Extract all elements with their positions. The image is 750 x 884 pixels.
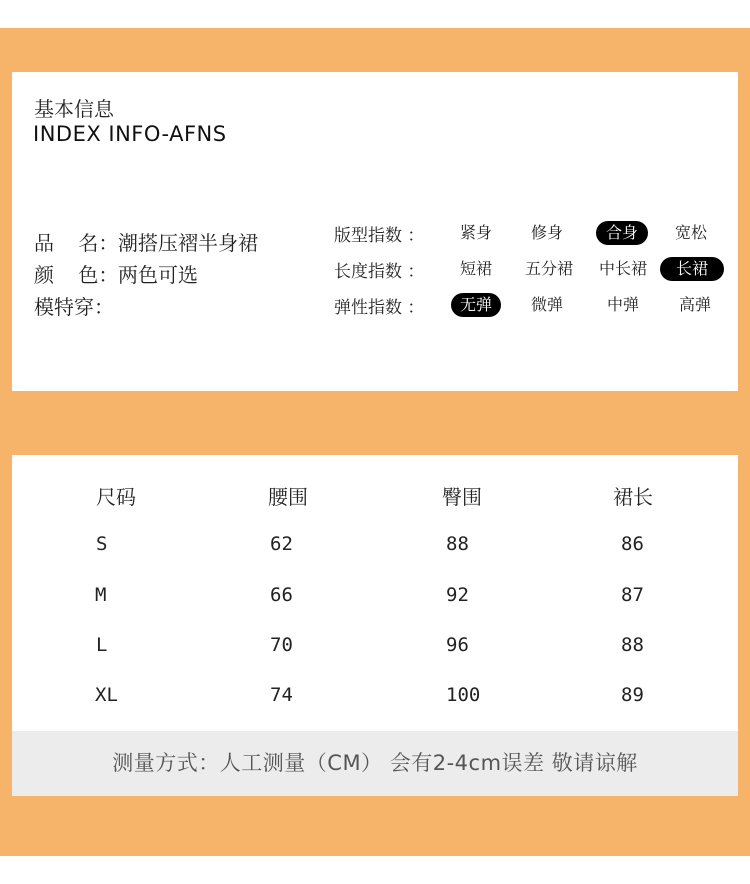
length-option-long-selected: 长裙 [660, 257, 724, 281]
section-title-cn: 基本信息 [34, 97, 114, 121]
stretch-option-medium: 中弹 [606, 295, 639, 314]
header-hip: 臀围 [442, 485, 482, 509]
stretch-option-high: 高弹 [678, 295, 711, 314]
length-option-knee: 五分裙 [524, 259, 573, 278]
left-orange-strip-bottom [0, 455, 12, 796]
header-length: 裙长 [613, 485, 653, 509]
cell-waist: 70 [270, 634, 293, 656]
right-orange-strip-top [738, 72, 750, 391]
measurement-note: 测量方式：人工测量（CM） 会有2-4cm误差 敬请谅解 [112, 751, 638, 775]
middle-orange-band [0, 391, 750, 455]
header-size: 尺码 [96, 485, 136, 509]
bottom-orange-band [0, 796, 750, 856]
left-orange-strip-top [0, 72, 12, 391]
fit-option-slim: 修身 [530, 223, 563, 242]
section-title-en: INDEX INFO-AFNS [33, 122, 227, 146]
cell-hip: 100 [446, 684, 481, 706]
product-name-value: 潮搭压褶半身裙 [118, 231, 258, 255]
length-option-short: 短裙 [459, 259, 492, 278]
cell-hip: 96 [446, 634, 469, 656]
top-orange-band [0, 28, 750, 72]
cell-size: XL [95, 684, 118, 706]
length-index-label: 长度指数 ： [334, 262, 425, 282]
cell-hip: 88 [446, 533, 469, 555]
cell-length: 87 [621, 584, 644, 606]
cell-size: L [96, 634, 108, 656]
cell-length: 89 [621, 684, 644, 706]
fit-option-tight: 紧身 [459, 223, 492, 242]
cell-waist: 74 [270, 684, 293, 706]
cell-length: 88 [621, 634, 644, 656]
cell-size: M [95, 584, 107, 606]
stretch-option-slight: 微弹 [530, 295, 563, 314]
product-color-label: 颜 色： [34, 263, 119, 287]
cell-size: S [96, 533, 108, 555]
product-name-row [34, 227, 258, 256]
cell-length: 86 [621, 533, 644, 555]
fit-index-label: 版型指数 ： [334, 226, 425, 246]
fit-option-loose: 宽松 [674, 223, 707, 242]
product-color-value: 两色可选 [118, 263, 198, 287]
cell-waist: 62 [270, 533, 293, 555]
right-orange-strip-bottom [738, 455, 750, 796]
fit-option-regular-selected: 合身 [596, 221, 648, 245]
length-option-midi: 中长裙 [598, 259, 647, 278]
model-wears-label: 模特穿： [34, 295, 114, 319]
cell-waist: 66 [270, 584, 293, 606]
product-color-row [34, 259, 198, 288]
stretch-option-none-selected: 无弹 [451, 293, 501, 317]
stretch-index-label: 弹性指数 ： [334, 298, 425, 318]
product-name-label: 品 名： [34, 231, 119, 255]
cell-hip: 92 [446, 584, 469, 606]
measurement-note-bar [12, 731, 738, 796]
model-wears-row [34, 291, 114, 320]
header-waist: 腰围 [268, 485, 308, 509]
